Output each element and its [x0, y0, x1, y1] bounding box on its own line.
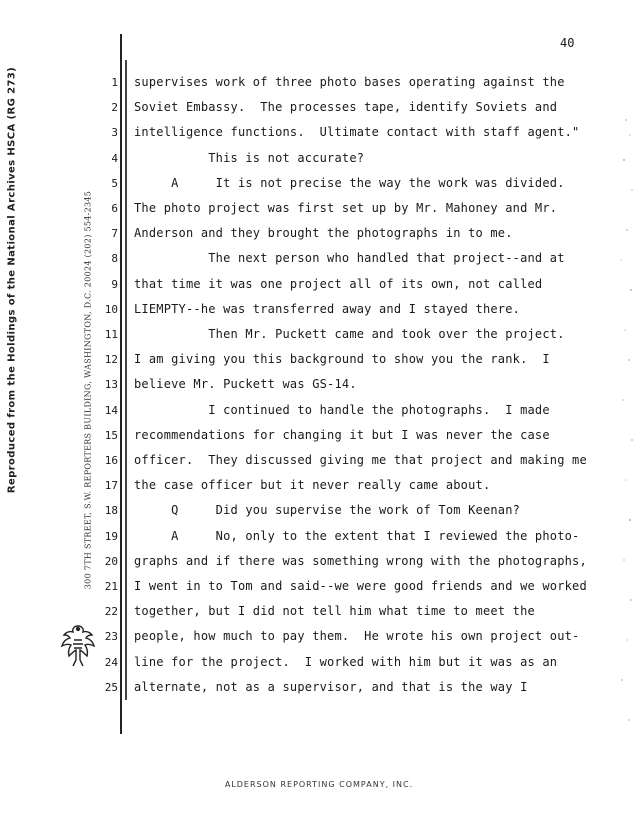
- transcript-line: recommendations for changing it but I was never the case: [134, 427, 550, 442]
- transcript-line: together, but I did not tell him what time to meet the: [134, 604, 535, 619]
- address-stamp-text: 300 7TH STREET, S.W. REPORTERS BUILDING, WASHINGTON, D.C. 20024 (202) 554-2345: [83, 190, 93, 590]
- transcript-line: LIEMPTY--he was transferred away and I stayed there.: [134, 301, 521, 316]
- transcript-line: This is not accurate?: [134, 150, 365, 165]
- line-number: 18: [104, 504, 118, 518]
- archive-stamp-text: Reproduced from the Holdings of the National Archives HSCA (RG 273): [6, 66, 18, 494]
- transcript-line: I am giving you this background to show you the rank. I: [134, 352, 550, 367]
- line-number: 14: [104, 403, 118, 417]
- line-number: 17: [104, 479, 118, 493]
- line-number: 25: [104, 680, 118, 694]
- page-number: 40: [560, 36, 575, 50]
- line-number: 24: [104, 655, 118, 669]
- address-stamp: [80, 160, 96, 620]
- transcript-line: I went in to Tom and said--we were good friends and we worked: [134, 579, 587, 593]
- margin-rule-outer: [120, 34, 122, 734]
- line-number: 10: [104, 302, 118, 316]
- transcript-line: supervises work of three photo bases operating against the: [134, 75, 565, 89]
- transcript-line: people, how much to pay them. He wrote his own project out-: [134, 629, 580, 644]
- line-number: 21: [104, 580, 118, 593]
- transcript-line: I continued to handle the photographs. I made: [134, 402, 550, 417]
- transcript-line: alternate, not as a supervisor, and that is the way I: [134, 679, 528, 694]
- scan-edge-noise: [596, 100, 636, 740]
- line-number: 5: [111, 176, 118, 190]
- line-number: 4: [111, 151, 118, 165]
- line-number: 16: [104, 454, 118, 467]
- line-number: 15: [104, 428, 118, 442]
- transcript-line: Then Mr. Puckett came and took over the project.: [134, 327, 565, 341]
- transcript-line: line for the project. I worked with him but it was as an: [134, 654, 558, 669]
- eagle-seal-icon: [60, 620, 96, 670]
- line-number: 13: [104, 378, 118, 392]
- transcript-line: The photo project was first set up by Mr. Mahoney and Mr.: [134, 201, 558, 215]
- line-number: 2: [111, 101, 118, 115]
- transcript-line: A It is not precise the way the work was divided.: [134, 175, 565, 190]
- transcript-line: Soviet Embassy. The processes tape, identify Soviets and: [134, 100, 558, 115]
- line-number: 23: [104, 630, 118, 644]
- transcript-line: intelligence functions. Ultimate contact with staff agent.": [134, 125, 580, 140]
- line-number: 20: [104, 554, 118, 568]
- line-number: 8: [111, 252, 118, 266]
- transcript-line: The next person who handled that project--and at: [134, 251, 565, 266]
- line-number: 19: [104, 529, 118, 543]
- line-number: 3: [111, 126, 118, 140]
- transcript-line: the case officer but it never really came about.: [134, 478, 491, 493]
- transcript-line: officer. They discussed giving me that project and making me: [134, 453, 587, 467]
- line-number: 11: [104, 328, 118, 341]
- line-number: 22: [104, 605, 118, 619]
- line-number: 12: [104, 353, 118, 367]
- reporting-company-footer: ALDERSON REPORTING COMPANY, INC.: [224, 780, 414, 789]
- transcript-line: graphs and if there was something wrong with the photographs,: [134, 553, 587, 568]
- transcript-line: A No, only to the extent that I reviewed the photo-: [134, 528, 580, 543]
- line-number: 7: [111, 227, 118, 241]
- transcript-line: believe Mr. Puckett was GS-14.: [134, 377, 357, 392]
- transcript-line: Anderson and they brought the photographs in to me.: [134, 226, 513, 241]
- margin-rule-inner: [125, 60, 127, 700]
- line-number: 1: [111, 76, 118, 89]
- line-number: 6: [111, 202, 118, 215]
- transcript-line: that time it was one project all of its own, not called: [134, 276, 543, 291]
- archive-stamp: [2, 66, 22, 494]
- transcript-line: Q Did you supervise the work of Tom Keenan?: [134, 503, 521, 518]
- line-number: 9: [111, 277, 118, 291]
